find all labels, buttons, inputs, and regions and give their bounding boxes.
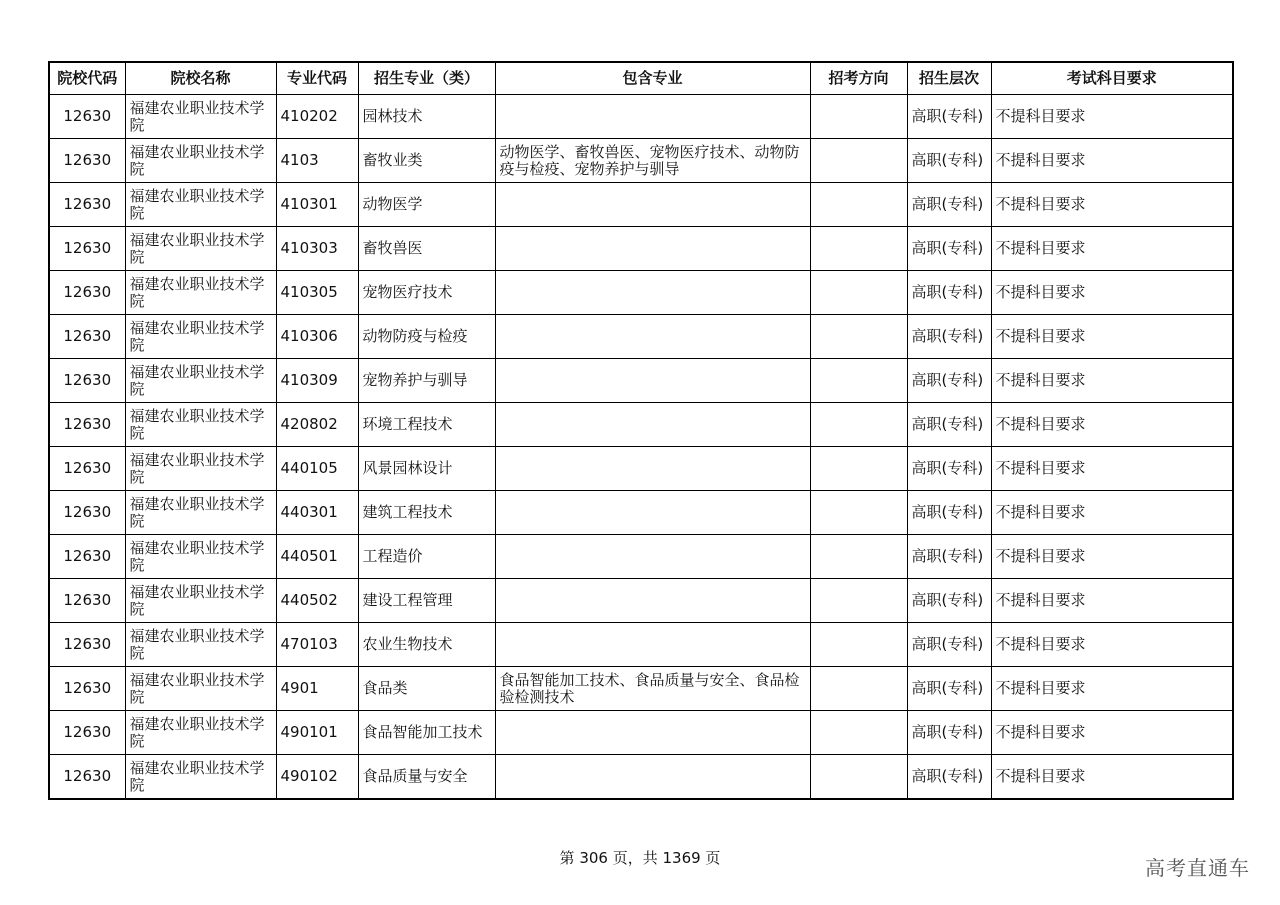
cell-major: 建筑工程技术 <box>358 491 495 535</box>
cell-major: 宠物医疗技术 <box>358 271 495 315</box>
cell-school-code: 12630 <box>49 227 125 271</box>
cell-level: 高职(专科) <box>907 535 991 579</box>
cell-level: 高职(专科) <box>907 359 991 403</box>
cell-direction <box>810 139 907 183</box>
cell-requirement: 不提科目要求 <box>991 359 1233 403</box>
table-row <box>49 711 1233 755</box>
header-school-code: 院校代码 <box>49 62 125 95</box>
cell-requirement: 不提科目要求 <box>991 711 1233 755</box>
cell-level: 高职(专科) <box>907 447 991 491</box>
cell-major-code: 440501 <box>276 535 358 579</box>
cell-major: 风景园林设计 <box>358 447 495 491</box>
cell-school-name: 福建农业职业技术学院 <box>125 227 276 271</box>
cell-level: 高职(专科) <box>907 491 991 535</box>
cell-school-name: 福建农业职业技术学院 <box>125 359 276 403</box>
table-row <box>49 579 1233 623</box>
cell-major-code: 440301 <box>276 491 358 535</box>
cell-major-code: 4103 <box>276 139 358 183</box>
cell-included-majors <box>495 359 810 403</box>
cell-school-code: 12630 <box>49 579 125 623</box>
cell-requirement: 不提科目要求 <box>991 623 1233 667</box>
cell-major: 园林技术 <box>358 95 495 139</box>
cell-school-code: 12630 <box>49 711 125 755</box>
cell-school-code: 12630 <box>49 403 125 447</box>
cell-school-name: 福建农业职业技术学院 <box>125 271 276 315</box>
table-row <box>49 491 1233 535</box>
cell-major-code: 490101 <box>276 711 358 755</box>
cell-school-code: 12630 <box>49 359 125 403</box>
cell-direction <box>810 711 907 755</box>
cell-school-name: 福建农业职业技术学院 <box>125 667 276 711</box>
cell-requirement: 不提科目要求 <box>991 579 1233 623</box>
cell-school-name: 福建农业职业技术学院 <box>125 403 276 447</box>
cell-major-code: 410202 <box>276 95 358 139</box>
cell-included-majors <box>495 623 810 667</box>
cell-major: 食品智能加工技术 <box>358 711 495 755</box>
cell-major: 畜牧兽医 <box>358 227 495 271</box>
cell-included-majors <box>495 447 810 491</box>
cell-school-name: 福建农业职业技术学院 <box>125 755 276 800</box>
table-row <box>49 535 1233 579</box>
cell-school-code: 12630 <box>49 315 125 359</box>
cell-major: 工程造价 <box>358 535 495 579</box>
cell-school-code: 12630 <box>49 95 125 139</box>
header-requirement: 考试科目要求 <box>991 62 1233 95</box>
cell-major-code: 440502 <box>276 579 358 623</box>
table-row <box>49 95 1233 139</box>
cell-requirement: 不提科目要求 <box>991 183 1233 227</box>
cell-major: 畜牧业类 <box>358 139 495 183</box>
cell-direction <box>810 755 907 800</box>
cell-level: 高职(专科) <box>907 315 991 359</box>
table-row <box>49 623 1233 667</box>
cell-school-code: 12630 <box>49 183 125 227</box>
cell-major-code: 410306 <box>276 315 358 359</box>
cell-school-name: 福建农业职业技术学院 <box>125 139 276 183</box>
cell-major: 环境工程技术 <box>358 403 495 447</box>
cell-level: 高职(专科) <box>907 711 991 755</box>
cell-school-code: 12630 <box>49 755 125 800</box>
cell-level: 高职(专科) <box>907 183 991 227</box>
cell-direction <box>810 535 907 579</box>
cell-major-code: 420802 <box>276 403 358 447</box>
cell-school-code: 12630 <box>49 535 125 579</box>
header-direction: 招考方向 <box>810 62 907 95</box>
cell-school-code: 12630 <box>49 447 125 491</box>
admissions-table <box>48 61 1234 800</box>
cell-requirement: 不提科目要求 <box>991 491 1233 535</box>
table-row <box>49 315 1233 359</box>
cell-major-code: 4901 <box>276 667 358 711</box>
cell-major-code: 470103 <box>276 623 358 667</box>
cell-major-code: 440105 <box>276 447 358 491</box>
cell-included-majors: 食品智能加工技术、食品质量与安全、食品检验检测技术 <box>495 667 810 711</box>
cell-direction <box>810 403 907 447</box>
cell-school-name: 福建农业职业技术学院 <box>125 491 276 535</box>
cell-major: 动物防疫与检疫 <box>358 315 495 359</box>
cell-included-majors <box>495 271 810 315</box>
cell-requirement: 不提科目要求 <box>991 315 1233 359</box>
page-footer: 第 306 页，共 1369 页 <box>559 849 721 867</box>
cell-requirement: 不提科目要求 <box>991 95 1233 139</box>
table-row <box>49 139 1233 183</box>
cell-school-code: 12630 <box>49 623 125 667</box>
cell-major: 食品类 <box>358 667 495 711</box>
header-row <box>49 62 1233 95</box>
cell-major: 农业生物技术 <box>358 623 495 667</box>
cell-requirement: 不提科目要求 <box>991 227 1233 271</box>
table-row <box>49 227 1233 271</box>
table-row <box>49 447 1233 491</box>
cell-requirement: 不提科目要求 <box>991 447 1233 491</box>
cell-direction <box>810 359 907 403</box>
cell-major-code: 410309 <box>276 359 358 403</box>
cell-included-majors <box>495 579 810 623</box>
cell-included-majors <box>495 755 810 800</box>
cell-major: 动物医学 <box>358 183 495 227</box>
cell-school-name: 福建农业职业技术学院 <box>125 579 276 623</box>
cell-direction <box>810 447 907 491</box>
cell-requirement: 不提科目要求 <box>991 403 1233 447</box>
header-major-code: 专业代码 <box>276 62 358 95</box>
cell-requirement: 不提科目要求 <box>991 667 1233 711</box>
cell-major: 食品质量与安全 <box>358 755 495 800</box>
cell-direction <box>810 271 907 315</box>
cell-requirement: 不提科目要求 <box>991 535 1233 579</box>
cell-direction <box>810 95 907 139</box>
table-row <box>49 403 1233 447</box>
cell-direction <box>810 491 907 535</box>
cell-school-code: 12630 <box>49 139 125 183</box>
cell-requirement: 不提科目要求 <box>991 271 1233 315</box>
table-row <box>49 755 1233 800</box>
cell-school-name: 福建农业职业技术学院 <box>125 711 276 755</box>
cell-major: 建设工程管理 <box>358 579 495 623</box>
cell-direction <box>810 315 907 359</box>
cell-major-code: 410303 <box>276 227 358 271</box>
cell-requirement: 不提科目要求 <box>991 139 1233 183</box>
watermark: 高考直通车 <box>1145 856 1250 880</box>
header-major: 招生专业（类） <box>358 62 495 95</box>
cell-level: 高职(专科) <box>907 579 991 623</box>
cell-major: 宠物养护与驯导 <box>358 359 495 403</box>
cell-level: 高职(专科) <box>907 227 991 271</box>
table-row <box>49 667 1233 711</box>
cell-included-majors <box>495 227 810 271</box>
cell-school-code: 12630 <box>49 491 125 535</box>
cell-level: 高职(专科) <box>907 667 991 711</box>
cell-level: 高职(专科) <box>907 271 991 315</box>
cell-school-code: 12630 <box>49 667 125 711</box>
cell-direction <box>810 667 907 711</box>
cell-school-name: 福建农业职业技术学院 <box>125 315 276 359</box>
cell-included-majors <box>495 183 810 227</box>
cell-level: 高职(专科) <box>907 403 991 447</box>
header-school-name: 院校名称 <box>125 62 276 95</box>
header-level: 招生层次 <box>907 62 991 95</box>
cell-included-majors <box>495 95 810 139</box>
cell-school-name: 福建农业职业技术学院 <box>125 535 276 579</box>
cell-direction <box>810 579 907 623</box>
cell-school-name: 福建农业职业技术学院 <box>125 95 276 139</box>
cell-major-code: 490102 <box>276 755 358 800</box>
cell-level: 高职(专科) <box>907 755 991 800</box>
cell-requirement: 不提科目要求 <box>991 755 1233 800</box>
cell-included-majors: 动物医学、畜牧兽医、宠物医疗技术、动物防疫与检疫、宠物养护与驯导 <box>495 139 810 183</box>
table-row <box>49 183 1233 227</box>
cell-school-code: 12630 <box>49 271 125 315</box>
cell-level: 高职(专科) <box>907 95 991 139</box>
table-row <box>49 359 1233 403</box>
table-body <box>49 95 1233 800</box>
cell-included-majors <box>495 491 810 535</box>
cell-direction <box>810 183 907 227</box>
table-header <box>49 62 1233 95</box>
cell-school-name: 福建农业职业技术学院 <box>125 183 276 227</box>
cell-level: 高职(专科) <box>907 623 991 667</box>
cell-included-majors <box>495 403 810 447</box>
cell-school-name: 福建农业职业技术学院 <box>125 447 276 491</box>
table-row <box>49 271 1233 315</box>
cell-included-majors <box>495 315 810 359</box>
cell-included-majors <box>495 711 810 755</box>
cell-included-majors <box>495 535 810 579</box>
cell-direction <box>810 227 907 271</box>
cell-direction <box>810 623 907 667</box>
cell-level: 高职(专科) <box>907 139 991 183</box>
cell-major-code: 410305 <box>276 271 358 315</box>
cell-major-code: 410301 <box>276 183 358 227</box>
cell-school-name: 福建农业职业技术学院 <box>125 623 276 667</box>
header-included-majors: 包含专业 <box>495 62 810 95</box>
